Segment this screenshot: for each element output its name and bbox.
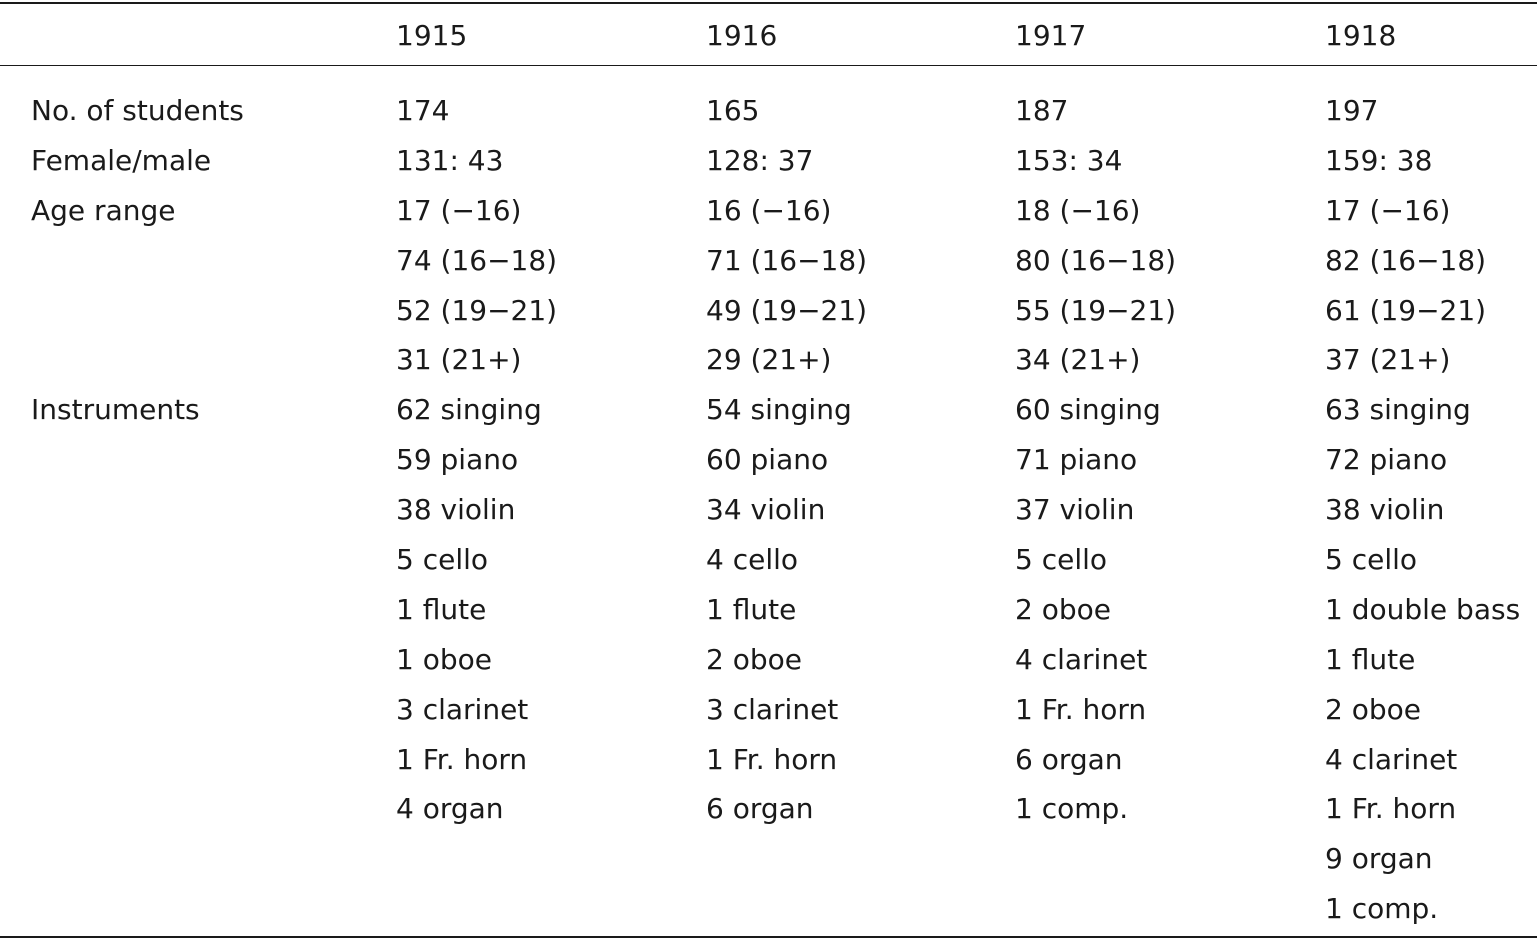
header-rule <box>0 65 1537 66</box>
header-cell-1915: 1915 <box>396 19 468 52</box>
cell-1916: 165 <box>706 94 760 127</box>
cell-1918: 61 (19−21) <box>1325 293 1487 327</box>
cell-1917: 37 violin <box>1015 493 1135 527</box>
table-row <box>0 541 1537 591</box>
cell-1917: 4 clarinet <box>1015 642 1148 676</box>
cell-1915: 38 violin <box>396 493 516 527</box>
cell-1918: 197 <box>1325 94 1379 127</box>
cell-1918: 82 (16−18) <box>1325 243 1487 277</box>
cell-1918: 1 flute <box>1325 642 1416 676</box>
cell-1917: 80 (16−18) <box>1015 243 1177 277</box>
cell-1918: 1 double bass <box>1325 592 1521 626</box>
header-cell-1918: 1918 <box>1325 19 1397 52</box>
cell-1918: 5 cello <box>1325 543 1418 577</box>
cell-1916: 34 violin <box>706 493 826 527</box>
cell-1917: 2 oboe <box>1015 592 1111 626</box>
table-row <box>0 341 1537 391</box>
cell-1917: 1 Fr. horn <box>1015 692 1147 726</box>
cell-1918: 1 Fr. horn <box>1325 792 1457 826</box>
cell-1915: 4 organ <box>396 792 504 826</box>
cell-1918: 72 piano <box>1325 443 1448 477</box>
table-row <box>0 491 1537 541</box>
cell-1918: 37 (21+) <box>1325 343 1451 377</box>
cell-1915: 62 singing <box>396 393 542 427</box>
cell-1917: 6 organ <box>1015 742 1123 776</box>
cell-1918: 4 clarinet <box>1325 742 1458 776</box>
cell-1916: 71 (16−18) <box>706 243 868 277</box>
cell-1916: 3 clarinet <box>706 692 839 726</box>
cell-1915: 131: 43 <box>396 143 504 177</box>
table-row <box>0 641 1537 691</box>
cell-1916: 128: 37 <box>706 143 814 177</box>
cell-1918: 17 (−16) <box>1325 193 1451 227</box>
cell-1915: 1 Fr. horn <box>396 742 528 776</box>
cell-1916: 16 (−16) <box>706 193 832 227</box>
table-row <box>0 441 1537 491</box>
cell-1916: 6 organ <box>706 792 814 826</box>
cell-1916: 1 flute <box>706 592 797 626</box>
cell-1915: 17 (−16) <box>396 193 522 227</box>
top-rule <box>0 2 1537 4</box>
cell-1915: 59 piano <box>396 443 519 477</box>
row-label: Instruments <box>31 393 200 427</box>
header-cell-1916: 1916 <box>706 19 778 52</box>
cell-1916: 49 (19−21) <box>706 293 868 327</box>
table-row <box>0 591 1537 641</box>
cell-1917: 5 cello <box>1015 543 1108 577</box>
cell-1916: 54 singing <box>706 393 852 427</box>
cell-1918: 9 organ <box>1325 842 1433 876</box>
cell-1917: 18 (−16) <box>1015 193 1141 227</box>
cell-1918: 159: 38 <box>1325 143 1433 177</box>
cell-1917: 187 <box>1015 94 1069 127</box>
cell-1917: 71 piano <box>1015 443 1138 477</box>
cell-1915: 5 cello <box>396 543 489 577</box>
table-row <box>0 292 1537 342</box>
cell-1918: 63 singing <box>1325 393 1471 427</box>
table-row <box>0 840 1537 890</box>
cell-1915: 74 (16−18) <box>396 243 558 277</box>
row-label: Female/male <box>31 143 212 177</box>
bottom-rule <box>0 936 1537 938</box>
header-cell-1917: 1917 <box>1015 19 1087 52</box>
table-row <box>0 192 1537 242</box>
table-row <box>0 142 1537 192</box>
cell-1917: 60 singing <box>1015 393 1161 427</box>
table-row <box>0 242 1537 292</box>
cell-1918: 1 comp. <box>1325 892 1439 926</box>
cell-1915: 1 flute <box>396 592 487 626</box>
cell-1916: 60 piano <box>706 443 829 477</box>
row-label: Age range <box>31 193 176 227</box>
cell-1915: 174 <box>396 94 450 127</box>
table-row <box>0 741 1537 791</box>
table-row <box>0 790 1537 840</box>
cell-1916: 1 Fr. horn <box>706 742 838 776</box>
table-body <box>0 92 1537 940</box>
cell-1916: 29 (21+) <box>706 343 832 377</box>
cell-1915: 31 (21+) <box>396 343 522 377</box>
cell-1918: 38 violin <box>1325 493 1445 527</box>
table-row <box>0 92 1537 142</box>
cell-1917: 153: 34 <box>1015 143 1123 177</box>
table-row <box>0 691 1537 741</box>
cell-1915: 52 (19−21) <box>396 293 558 327</box>
cell-1915: 1 oboe <box>396 642 492 676</box>
table-row <box>0 391 1537 441</box>
cell-1918: 2 oboe <box>1325 692 1421 726</box>
row-label: No. of students <box>31 94 244 127</box>
cell-1916: 4 cello <box>706 543 799 577</box>
cell-1917: 34 (21+) <box>1015 343 1141 377</box>
cell-1917: 1 comp. <box>1015 792 1129 826</box>
cell-1917: 55 (19−21) <box>1015 293 1177 327</box>
cell-1915: 3 clarinet <box>396 692 529 726</box>
table-row <box>0 890 1537 940</box>
table-header-row <box>0 17 1537 55</box>
cell-1916: 2 oboe <box>706 642 802 676</box>
